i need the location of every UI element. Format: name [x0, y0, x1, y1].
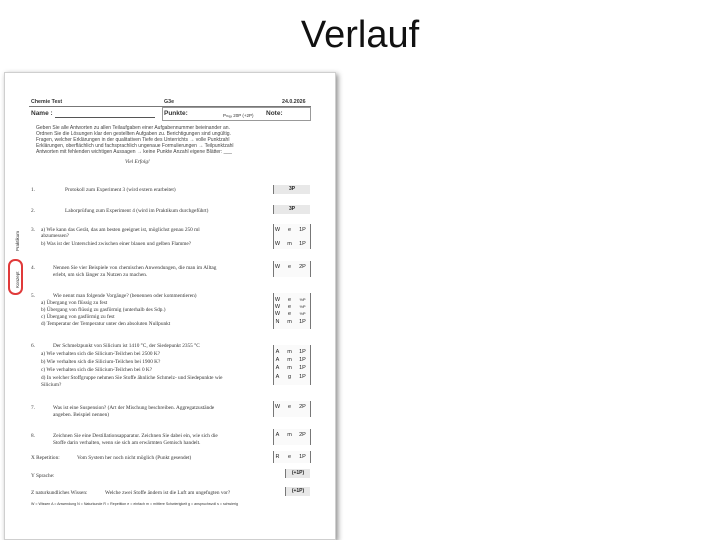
score-header-box	[162, 107, 311, 121]
question-text: c) Übergang von gasförmig zu fest	[41, 314, 115, 320]
question-text: Stoffe darin verhalten, wenn sie sich am erwärmten Gemisch handelt.	[53, 440, 201, 446]
name-label: Name :	[31, 110, 53, 117]
sidebar-label-concept: Konzept	[15, 271, 20, 288]
instruction-line: Fragen, welcher Erklärungen in der qualitativen Tiefe des Unterrichts → volle Punktzahl	[36, 137, 230, 143]
criteria-points: ½P	[299, 297, 306, 302]
question-number: 1.	[31, 187, 35, 193]
question-text: Was ist eine Suspension? (Art der Mischung beschreiben. Aggregatzustände	[53, 405, 215, 411]
question-number: Y Sprache:	[31, 473, 55, 479]
points-label: Punkte:	[164, 110, 188, 117]
score-box: (+1P)	[285, 487, 310, 496]
criteria-points: 1P	[299, 319, 306, 325]
criteria-level: e	[287, 304, 292, 310]
criteria-type: W	[274, 404, 281, 410]
question-number: 4.	[31, 265, 35, 271]
criteria-level: e	[287, 404, 292, 410]
question-text: Der Schmelzpunkt von Silicium ist 1410 °C, der Siedepunkt 2355 °C	[53, 343, 200, 349]
subject-label: Chemie Test	[31, 99, 63, 105]
question-text: Wie nennt man folgende Vorgänge? (benennen oder kommentieren)	[53, 293, 197, 299]
question-number: Z naturkundliches Wissen:	[31, 490, 88, 496]
criteria-type: A	[275, 349, 280, 355]
highlight-circle	[8, 259, 23, 295]
question-number: X Repetition:	[31, 455, 60, 461]
criteria-points: ½P	[299, 311, 306, 316]
date-label: 24.0.2026	[282, 99, 306, 105]
name-line	[55, 117, 155, 118]
question-text: a) Wie kann das Gerät, das am besten geeignet ist, möglichst genau 250 ml	[41, 227, 200, 233]
question-text: a) Wie verhalten sich die Silicium-Teilchen bei 2500 K?	[41, 351, 161, 357]
question-text: abzumessen?	[41, 233, 69, 239]
instruction-line: Erklärungen, oberflächlich und fachsprachlich ungenaue Formulierungen → Teilpunktzahl	[36, 143, 234, 149]
criteria-level: e	[287, 454, 292, 460]
criteria-points: 2P	[299, 404, 306, 410]
luck-text: Viel Erfolg!	[125, 159, 150, 165]
sidebar-label-practicum: Praktikum	[15, 230, 20, 251]
question-text: d) Temperatur der Temperatur unter den absoluten Nullpunkt	[41, 321, 171, 327]
question-number: 7.	[31, 405, 35, 411]
question-text: Protokoll zum Experiment 3 (wird extern erarbeitet)	[65, 187, 176, 193]
document-scan	[4, 72, 336, 540]
criteria-type: R	[275, 454, 280, 460]
class-label: G3e	[164, 99, 175, 105]
question-number: 6.	[31, 343, 35, 349]
criteria-type: W	[274, 297, 281, 303]
score-box: 3P	[273, 205, 310, 214]
question-text: Zeichnen Sie eine Destillationsapparatur. Zeichnen Sie dabei ein, wie sich die	[53, 433, 218, 439]
grade-label: Note:	[266, 110, 283, 117]
criteria-level: e	[287, 264, 292, 270]
criteria-points: 1P	[299, 349, 306, 355]
criteria-points: ½P	[299, 304, 306, 309]
criteria-points: 1P	[299, 227, 306, 233]
criteria-level: g	[287, 374, 292, 380]
criteria-type: A	[275, 432, 280, 438]
slide-title: Verlauf	[300, 14, 420, 56]
criteria-level: e	[287, 227, 292, 233]
criteria-points: 1P	[299, 365, 306, 371]
question-text: b) Übergang von flüssig zu gasförmig (unterhalb des Sdp.)	[41, 307, 166, 313]
question-number: 5.	[31, 293, 35, 299]
criteria-points: 1P	[299, 374, 306, 380]
criteria-points: 2P	[299, 432, 306, 438]
question-number: 8.	[31, 433, 35, 439]
criteria-level: e	[287, 297, 292, 303]
question-text: Welche zwei Stoffe ändern ist die Luft am ungefugten vor?	[105, 490, 231, 496]
criteria-level: m	[287, 349, 292, 355]
question-text: angeben. Beispiel nennen)	[53, 412, 110, 418]
question-text: d) In welcher Stoffgruppe nehmen Sie Stoffe ähnliche Schmelz- und Siedepunkte wie	[41, 375, 223, 381]
score-box: 3P	[273, 185, 310, 194]
question-text: Laborprüfung zum Experiment 4 (wird im Praktikum durchgeführt)	[65, 208, 209, 214]
instruction-line: Antworten mit fehlenden wichtigen Aussagen → keine Punkte Anzahl eigene Blätter: ___	[36, 149, 232, 155]
instruction-line: Ordnen Sie die Lösungen klar den gestellten Aufgaben zu. Berichtigungen sind ungültig.	[36, 131, 231, 137]
criteria-points: 2P	[299, 264, 306, 270]
criteria-points: 1P	[299, 241, 306, 247]
question-text: Silicium?	[41, 382, 62, 388]
question-text: erlebt, um sich länger zu Nutzen zu machen.	[53, 272, 148, 278]
criteria-type: W	[274, 227, 281, 233]
footer-legend: W = Wissen A = Anwendung N = Naturkunde R = Repetition e = einfach m = mittlere Schwierigkeit g = anspruchsvoll s = schwierig	[31, 502, 238, 506]
criteria-type: A	[275, 357, 280, 363]
criteria-type: W	[274, 311, 281, 317]
question-text: Nennen Sie vier Beispiele von chemischen Anwendungen, die man im Alltag	[53, 265, 217, 271]
criteria-level: e	[287, 311, 292, 317]
criteria-type: W	[274, 304, 281, 310]
question-text: b) Wie verhalten sich die Silicium-Teilchen bei 1900 K?	[41, 359, 161, 365]
criteria-level: m	[287, 319, 292, 325]
criteria-points: 1P	[299, 454, 306, 460]
criteria-type: A	[275, 374, 280, 380]
criteria-points: 1P	[299, 357, 306, 363]
question-text: a) Übergang von flüssig zu fest	[41, 300, 108, 306]
criteria-level: m	[287, 241, 292, 247]
question-text: b) Was ist der Unterschied zwischen einer blauen und gelben Flamme?	[41, 241, 192, 247]
points-max: Pₘₐₓ 20P (+2P)	[223, 113, 254, 118]
question-text: c) Wie verhalten sich die Silicium-Teilchen bei 0 K?	[41, 367, 153, 373]
criteria-type: A	[275, 365, 280, 371]
criteria-level: m	[287, 365, 292, 371]
criteria-level: m	[287, 357, 292, 363]
instruction-line: Geben Sie alle Antworten zu allen Teilaufgaben einer Aufgabennummer beieinander an.	[36, 125, 230, 131]
question-number: 3.	[31, 227, 35, 233]
criteria-type: W	[274, 241, 281, 247]
question-number: 2.	[31, 208, 35, 214]
criteria-type: N	[275, 319, 280, 325]
score-box: (+1P)	[285, 469, 310, 478]
criteria-type: W	[274, 264, 281, 270]
criteria-level: m	[287, 432, 292, 438]
question-text: Vom System her noch nicht möglich (Punkt gesendet)	[77, 455, 192, 461]
